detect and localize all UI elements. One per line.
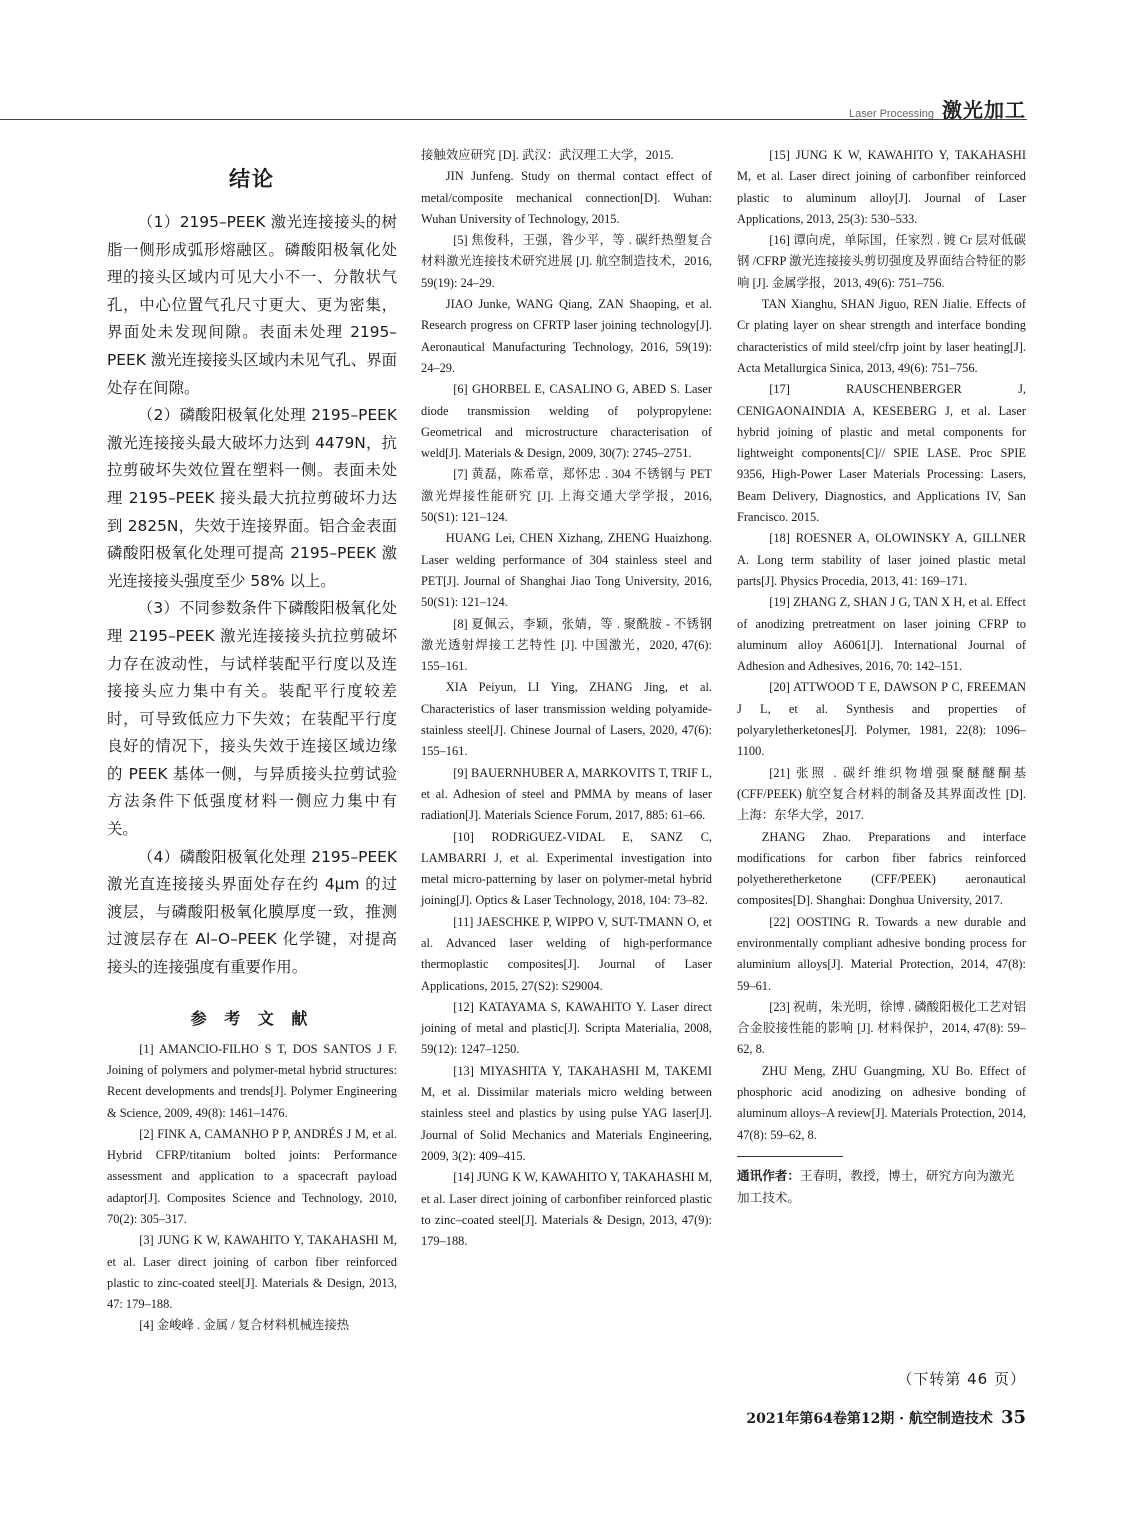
reference-item: ZHANG Zhao. Preparations and interface modifications for carbon fiber fabrics reinforced polyetheretherketone (CFF/PEEK) aeronautical composites[D]. Shanghai: Donghua University, 2017. <box>737 829 1026 908</box>
column-1 <box>107 155 397 1337</box>
reference-item: [16] 谭向虎，单际国，任家烈 . 镀 Cr 层对低碳钢 /CFRP 激光连接接头剪切强度及界面结合特征的影响 [J]. 金属学报，2013, 49(6): 751–756. <box>737 233 1026 290</box>
references-title: 参 考 文 献 <box>190 1008 314 1028</box>
conclusion-paragraph: （1）2195–PEEK 激光连接接头的树脂一侧形成弧形熔融区。磷酸阳极氧化处理的接头区域内可见大小不一、分散状气孔，中心位置气孔尺寸更大、更为密集，界面处未发现间隙。表面未处理 2195–PEEK 激光连接接头区域内未见气孔、界面处存在间隙。 <box>107 213 397 397</box>
conclusion-paragraph: （4）磷酸阳极氧化处理 2195–PEEK 激光直连接接头界面处存在约 4μm 的过渡层，与磷酸阳极氧化膜厚度一致，推测过渡层存在 Al–O–PEEK 化学键，对提高接头的连接强度有重要作用。 <box>107 847 397 977</box>
reference-item: [5] 焦俊科，王强，昝少平，等 . 碳纤热塑复合材料激光连接技术研究进展 [J]. 航空制造技术，2016, 59(19): 24–29. <box>421 233 712 290</box>
reference-item: TAN Xianghu, SHAN Jiguo, REN Jialie. Effects of Cr plating layer on shear strength and interface bonding characteristics of mild steel/cfrp joint by laser heating[J]. Acta Metallurgica Sinica, 2013, 49(6): 751–756. <box>737 297 1026 375</box>
reference-item: [7] 黄磊，陈希章，郑怀忠 . 304 不锈钢与 PET 激光焊接性能研究 [J]. 上海交通大学学报，2016, 50(S1): 121–124. <box>421 467 712 525</box>
reference-item: [22] OOSTING R. Towards a new durable and environmentally compliant adhesive bonding process for aluminium alloys[J]. Material Protection, 2014, 47(8): 59–61. <box>737 914 1026 993</box>
reference-item: [3] JUNG K W, KAWAHITO Y, TAKAHASHI M, et al. Laser direct joining of carbon fiber reinforced plastic to zinc-coated steel[J]. Materials & Design, 2013, 47: 179–188. <box>107 1233 397 1312</box>
page-footer <box>746 1407 1026 1428</box>
reference-item: [1] AMANCIO-FILHO S T, DOS SANTOS J F. Joining of polymers and polymer-metal hybrid structures: Recent developments and trends[J]. Polymer Engineering & Science, 2009, 49(8): 1461–1476. <box>107 1041 397 1120</box>
reference-item: JIAO Junke, WANG Qiang, ZAN Shaoping, et al. Research progress on CFRTP laser joining technology[J]. Aeronautical Manufacturing Technology, 2016, 59(19): 24–29. <box>421 297 712 375</box>
column-3 <box>737 145 1026 1209</box>
reference-item: [10] RODRiGUEZ-VIDAL E, SANZ C, LAMBARRI J, et al. Experimental investigation into metal micro-patterning by laser on polymer-metal hybrid joining[J]. Optics & Laser Technology, 2018, 104: 73–82. <box>421 829 712 908</box>
reference-item: [19] ZHANG Z, SHAN J G, TAN X H, et al. Effect of anodizing pretreatment on laser joining CFRP to aluminum alloy A6061[J]. International Journal of Adhesion and Adhesives, 2016, 70: 142–151. <box>737 595 1026 674</box>
reference-item: [15] JUNG K W, KAWAHITO Y, TAKAHASHI M, et al. Laser direct joining of carbonfiber reinforced plastic to aluminum alloy[J]. Journal of Laser Applications, 2013, 25(3): 530–533. <box>737 148 1026 226</box>
note-label: 通讯作者： <box>737 1167 800 1183</box>
reference-item: [11] JAESCHKE P, WIPPO V, SUT-TMANN O, et al. Advanced laser welding of high-performance thermoplastic composites[J]. Journal of Laser Applications, 2015, 27(S2): S29004. <box>421 914 712 993</box>
column-2 <box>421 145 712 1252</box>
conclusion-title: 结论 <box>229 167 275 191</box>
reference-item: JIN Junfeng. Study on thermal contact effect of metal/composite mechanical connection[D]. Wuhan: Wuhan University of Technology, 2015. <box>421 169 712 226</box>
corresponding-author-note <box>737 1165 1026 1209</box>
reference-item: [13] MIYASHITA Y, TAKAHASHI M, TAKEMI M, et al. Dissimilar materials micro welding between stainless steel and plastics by using pulse YAG laser[J]. Journal of Solid Mechanics and Materials Engineering, 2009, 3(2): 409–415. <box>421 1063 712 1163</box>
note-text: 王春明，教授，博士，研究方向为激光加工技术。 <box>737 1167 1015 1205</box>
continued-on-page: （下转第 46 页） <box>897 1370 1026 1388</box>
reference-item: [14] JUNG K W, KAWAHITO Y, TAKAHASHI M, et al. Laser direct joining of carbonfiber reinforced plastic to zinc–coated steel[J]. Materials & Design, 2013, 47(9): 179–188. <box>421 1170 712 1249</box>
page-number: 35 <box>1000 1407 1026 1428</box>
reference-item: [21] 张照 . 碳纤维织物增强聚醚醚酮基 (CFF/PEEK) 航空复合材料的制备及其界面改性 [D]. 上海：东华大学，2017. <box>737 765 1026 823</box>
reference-item: [17] RAUSCHENBERGER J, CENIGAONAINDIA A, KESEBERG J, et al. Laser hybrid joining of plastic and metal components for lightweight components[C]// SPIE LASE. Proc SPIE 9356, High-Power Laser Materials Processing: Lasers, Beam Delivery, Diagnostics, and Applications IV, San Francisco. 2015. <box>737 382 1026 525</box>
reference-item: ZHU Meng, ZHU Guangming, XU Bo. Effect of phosphoric acid anodizing on adhesive bonding of aluminum alloys–A review[J]. Materials Protection, 2014, 47(8): 59–62, 8. <box>737 1063 1026 1142</box>
conclusion-paragraph: （2）磷酸阳极氧化处理 2195–PEEK 激光连接接头最大破坏力达到 4479N，抗拉剪破坏失效位置在塑料一侧。表面未处理 2195–PEEK 接头最大抗拉剪破坏力达到 2825N，失效于连接界面。铝合金表面磷酸阳极氧化处理可提高 2195–PEEK 激光连接接头强度至少 58% 以上。 <box>107 406 397 590</box>
reference-item: [8] 夏佩云，李颖，张婧，等 . 聚酰胺 - 不锈钢激光透射焊接工艺特性 [J]. 中国激光，2020, 47(6): 155–161. <box>421 616 712 674</box>
header-rule <box>0 119 1027 120</box>
reference-item: HUANG Lei, CHEN Xizhang, ZHENG Huaizhong. Laser welding performance of 304 stainless steel and PET[J]. Journal of Shanghai Jiao Tong University, 2016, 50(S1): 121–124. <box>421 531 712 610</box>
header-english: Laser Processing <box>849 108 934 120</box>
reference-item: [6] GHORBEL E, CASALINO G, ABED S. Laser diode transmission welding of polypropylene: Geometrical and microstructure characterisation of weld[J]. Materials & Design, 2009, 30(7): 2745–2751. <box>421 382 712 461</box>
journal-issue: 2021年第64卷第12期 · 航空制造技术 <box>746 1411 993 1427</box>
reference-item: [12] KATAYAMA S, KAWAHITO Y. Laser direct joining of metal and plastic[J]. Scripta Materialia, 2008, 59(12): 1247–1250. <box>421 999 712 1057</box>
reference-item: [18] ROESNER A, OLOWINSKY A, GILLNER A. Long term stability of laser joined plastic metal parts[J]. Physics Procedia, 2013, 41: 169–171. <box>737 531 1026 588</box>
reference-item: [9] BAUERNHUBER A, MARKOVITS T, TRIF L, et al. Adhesion of steel and PMMA by means of laser radiation[J]. Materials Science Forum, 2017, 885: 61–66. <box>421 765 712 823</box>
header-chinese: 激光加工 <box>942 98 1026 122</box>
reference-item: 接触效应研究 [D]. 武汉：武汉理工大学，2015. <box>421 148 674 162</box>
reference-item: [20] ATTWOOD T E, DAWSON P C, FREEMAN J L, et al. Synthesis and properties of polyaryletherketones[J]. Polymer, 1981, 22(8): 1096–1100. <box>737 680 1026 759</box>
reference-item: [2] FINK A, CAMANHO P P, ANDRÉS J M, et al. Hybrid CFRP/titanium bolted joints: Performance assessment and application to a spacecraft payload adaptor[J]. Composites Science and Technology, 2010, 70(2): 305–317. <box>107 1126 397 1226</box>
reference-item: XIA Peiyun, LI Ying, ZHANG Jing, et al. Characteristics of laser transmission welding polyamide-stainless steel[J]. Chinese Journal of Lasers, 2020, 47(6): 155–161. <box>421 680 712 759</box>
reference-item: [4] 金峻峰 . 金属 / 复合材料机械连接热 <box>139 1318 350 1333</box>
footnote-rule <box>737 1156 843 1157</box>
conclusion-paragraph: （3）不同参数条件下磷酸阳极氧化处理 2195–PEEK 激光连接接头抗拉剪破坏力存在波动性，与试样装配平行度以及连接接头应力集中有关。装配平行度较差时，可导致低应力下失效；在装配平行度良好的情况下，接头失效于连接区域边缘的 PEEK 基体一侧，与异质接头拉剪试验方法条件下低强度材料一侧应力集中有关。 <box>107 599 397 839</box>
reference-item: [23] 祝萌，朱光明，徐博 . 磷酸阳极化工艺对铝合金胶接性能的影响 [J]. 材料保护，2014, 47(8): 59–62, 8. <box>737 999 1026 1057</box>
